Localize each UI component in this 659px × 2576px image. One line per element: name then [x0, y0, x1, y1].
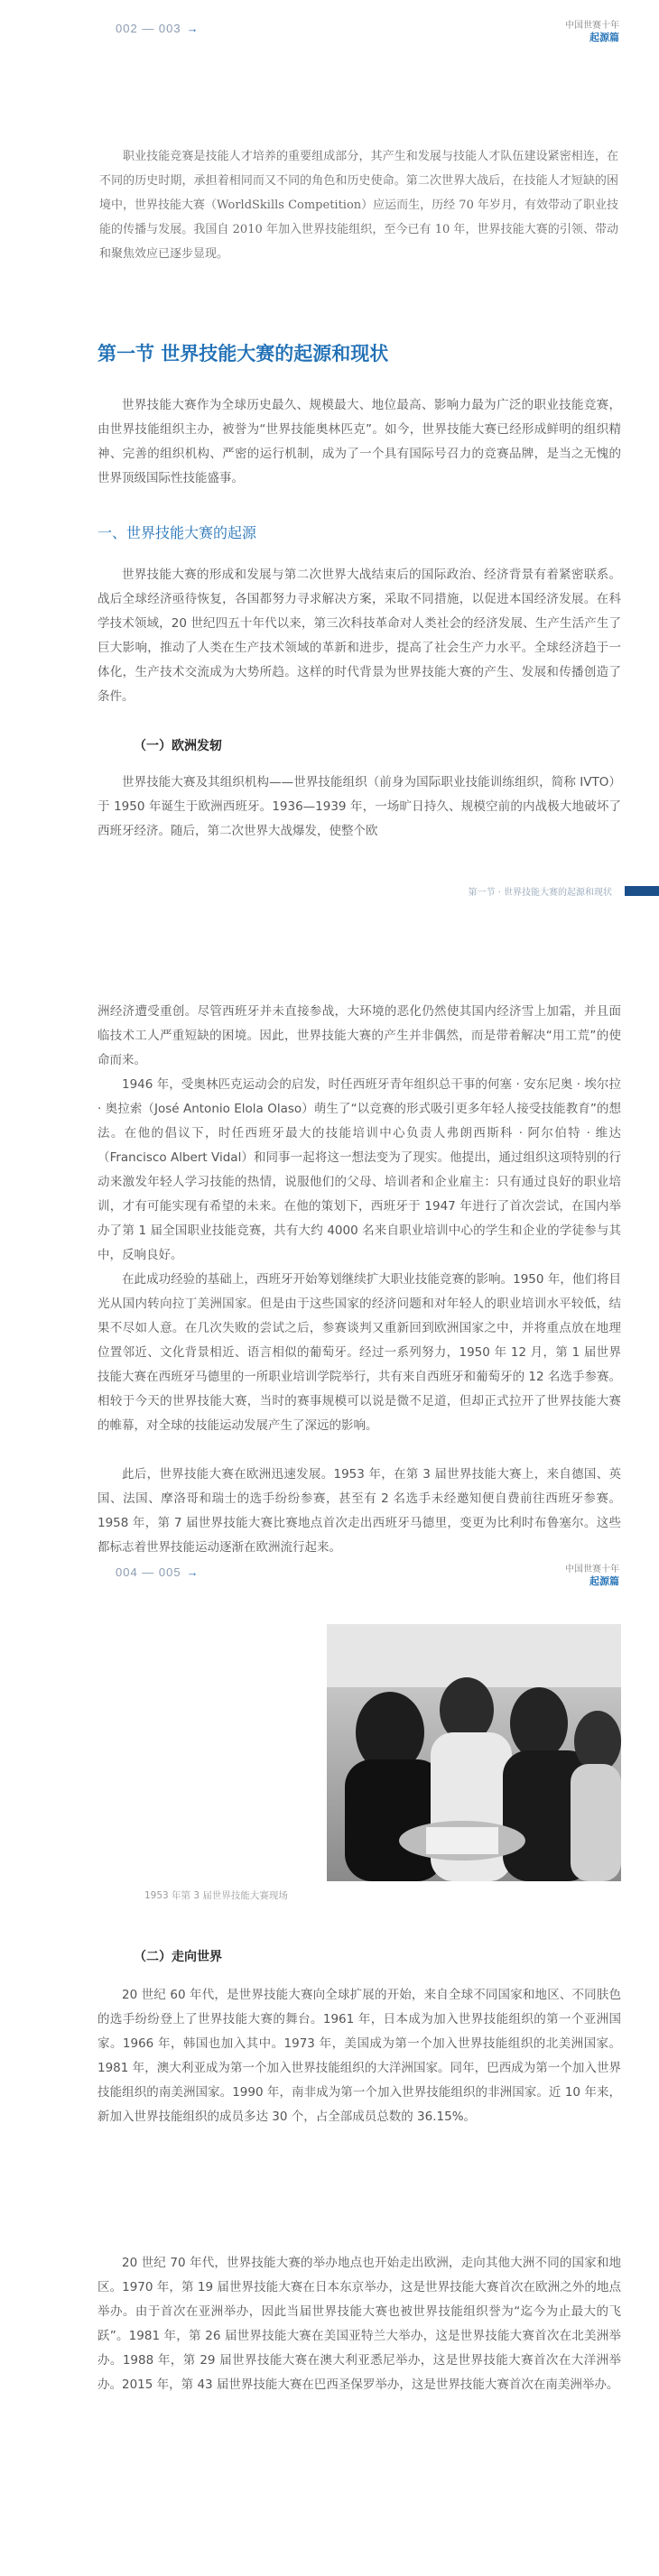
photo-illustration [327, 1624, 621, 1881]
page-range-2: 004 — 005 [116, 1565, 181, 1579]
europe-paragraph-1-continued: 洲经济遭受重创。尽管西班牙并未直接参战，大环境的恶化仍然使其国内经济雪上加霜，并且面临技术工人严重短缺的困境。因此，世界技能大赛的产生并非偶然，而是带着解决“用工荒”的使命而来。 [97, 1004, 621, 1067]
europe-paragraph-1: 世界技能大赛及其组织机构——世界技能组织（前身为国际职业技能训练组织，简称 IVTO）于 1950 年诞生于欧洲西班牙。1936—1939 年，一场旷日持久、规模空前的内战极大地破坏了西班牙经济。随后，第二次世界大战爆发，使整个欧 [97, 775, 621, 838]
book-brand-2 [565, 1564, 619, 1587]
photo-caption: 1953 年第 3 届世界技能大赛现场 [144, 1890, 288, 1901]
page-number-header-2 [116, 1565, 200, 1579]
subsubsection-title: （一）欧洲发轫 [134, 739, 222, 753]
intro-paragraph: 职业技能竞赛是技能人才培养的重要组成部分，其产生和发展与技能人才队伍建设紧密相连，在不同的历史时期，承担着相同而又不同的角色和历史使命。第二次世界大战后，在技能人才短缺的困境中，世界技能大赛（WorldSkills Competition）应运而生，历经 70 年岁月，有效带动了职业技能的传播与发展。我国自 2010 年加入世界技能组织，至今已有 10 年，世界技能大赛的引领、带动和聚焦效应已逐步显现。 [99, 150, 618, 261]
section-paragraph: 世界技能大赛作为全球历史最久、规模最大、地位最高、影响力最为广泛的职业技能竞赛，由世界技能组织主办，被誉为“世界技能奥林匹克”。如今，世界技能大赛已经形成鲜明的组织精神、完善的组织机构、严密的运行机制，成为了一个具有国际号召力的竞赛品牌，是当之无愧的世界顶级国际性技能盛事。 [97, 398, 621, 485]
arrow-icon: → [186, 22, 200, 35]
global-paragraph-2: 20 世纪 70 年代，世界技能大赛的举办地点也开始走出欧洲，走向其他大洲不同的国家和地区。1970 年，第 19 届世界技能大赛在日本东京举办，这是世界技能大赛首次在欧洲之外的地点举办。由于首次在亚洲举办，因此当届世界技能大赛也被世界技能组织誉为“迄今为止最大的飞跃”。1981 年，第 26 届世界技能大赛在美国亚特兰大举办，这是世界技能大赛首次在北美洲举办。1988 年，第 29 届世界技能大赛在澳大利亚悉尼举办，这是世界技能大赛首次在大洋洲举办。2015 年，第 43 届世界技能大赛在巴西圣保罗举办，这是世界技能大赛首次在南美洲举办。 [97, 2256, 621, 2392]
running-header [0, 884, 659, 897]
brand-title-2: 中国世赛十年 [565, 1565, 619, 1574]
europe-paragraph-3: 在此成功经验的基础上，西班牙开始筹划继续扩大职业技能竞赛的影响。1950 年，他们将目光从国内转向拉丁美洲国家。但是由于这些国家的经济问题和对年轻人的职业培训水平较低，结果不尽如人意。在几次失败的尝试之后，参赛谈判又重新回到欧洲国家之中，并将重点放在地理位置邻近、文化背景相近、语言相似的葡萄牙。经过一系列努力，1950 年 12 月，第 1 届世界技能大赛在西班牙马德里的一所职业培训学院举行，共有来自西班牙和葡萄牙的 12 名选手参赛。相较于今天的世界技能大赛，当时的赛事规模可以说是微不足道，但却正式拉开了世界技能大赛的帷幕，对全球的技能运动发展产生了深远的影响。 [97, 1272, 621, 1433]
running-header-bar [625, 886, 659, 896]
page-number-header [116, 22, 200, 35]
section-title: 第一节 世界技能大赛的起源和现状 [97, 343, 389, 365]
running-header-text: 第一节 · 世界技能大赛的起源和现状 [468, 888, 612, 898]
europe-paragraph-4: 此后，世界技能大赛在欧洲迅速发展。1953 年，在第 3 届世界技能大赛上，来自德国、英国、法国、摩洛哥和瑞士的选手纷纷参赛，甚至有 2 名选手未经邀知便自费前往西班牙参赛。1958 年，第 7 届世界技能大赛比赛地点首次走出西班牙马德里，变更为比利时布鲁塞尔。这些都标志着世界技能运动逐渐在欧洲流行起来。 [97, 1467, 621, 1555]
arrow-icon: → [186, 1565, 200, 1579]
europe-paragraph-2: 1946 年，受奥林匹克运动会的启发，时任西班牙青年组织总干事的何塞 · 安东尼奥 · 埃尔拉 · 奥拉索（José Antonio Elola Olaso）萌生了“以竞赛的形式吸引更多年轻人接受技能教育”的想法。在他的倡议下，时任西班牙最大的技能培训中心负责人弗朗西斯科 · 阿尔伯特 · 维达（Francisco Albert Vidal）和同事一起将这一想法变为了现实。他提出，通过组织这项特别的行动来激发年轻人学习技能的热情，说服他们的父母、培训者和企业雇主：只有通过良好的职业培训，才有可能实现有希望的未来。在他的策划下，西班牙于 1947 年进行了首次尝试，在国内举办了第 1 届全国职业技能竞赛，共有大约 4000 名来自职业培训中心的学生和企业的学徒参与其中，反响良好。 [97, 1077, 621, 1262]
page-range: 002 — 003 [116, 22, 181, 35]
brand-title: 中国世赛十年 [565, 21, 619, 31]
global-paragraph-1: 20 世纪 60 年代，是世界技能大赛向全球扩展的开始，来自全球不同国家和地区、不同肤色的选手纷纷登上了世界技能大赛的舞台。1961 年，日本成为加入世界技能组织的第一个亚洲国家。1966 年，韩国也加入其中。1973 年，美国成为第一个加入世界技能组织的北美洲国家。1981 年，澳大利亚成为第一个加入世界技能组织的大洋洲国家。同年，巴西成为第一个加入世界技能组织的南美洲国家。1990 年，南非成为第一个加入世界技能组织的非洲国家。近 10 年来，新加入世界技能组织的成员多达 30 个，占全部成员总数的 36.15%。 [97, 1988, 621, 2124]
subsubsection-title-2: （二）走向世界 [134, 1950, 222, 1964]
brand-subtitle: 起源篇 [589, 32, 619, 43]
subsection-title: 一、世界技能大赛的起源 [97, 524, 257, 541]
brand-subtitle-2: 起源篇 [589, 1575, 619, 1587]
book-brand [565, 20, 619, 43]
historic-photo [327, 1624, 621, 1881]
subsection-paragraph: 世界技能大赛的形成和发展与第二次世界大战结束后的国际政治、经济背景有着紧密联系。战后全球经济亟待恢复，各国都努力寻求解决方案，采取不同措施，以促进本国经济发展。在科学技术领域，20 世纪四五十年代以来，第三次科技革命对人类社会的经济发展、生产生活产生了巨大影响，推动了人类在生产技术领域的革新和进步，提高了社会生产力水平。全球经济趋于一体化，生产技术交流成为大势所趋。这样的时代背景为世界技能大赛的产生、发展和传播创造了条件。 [97, 568, 621, 704]
